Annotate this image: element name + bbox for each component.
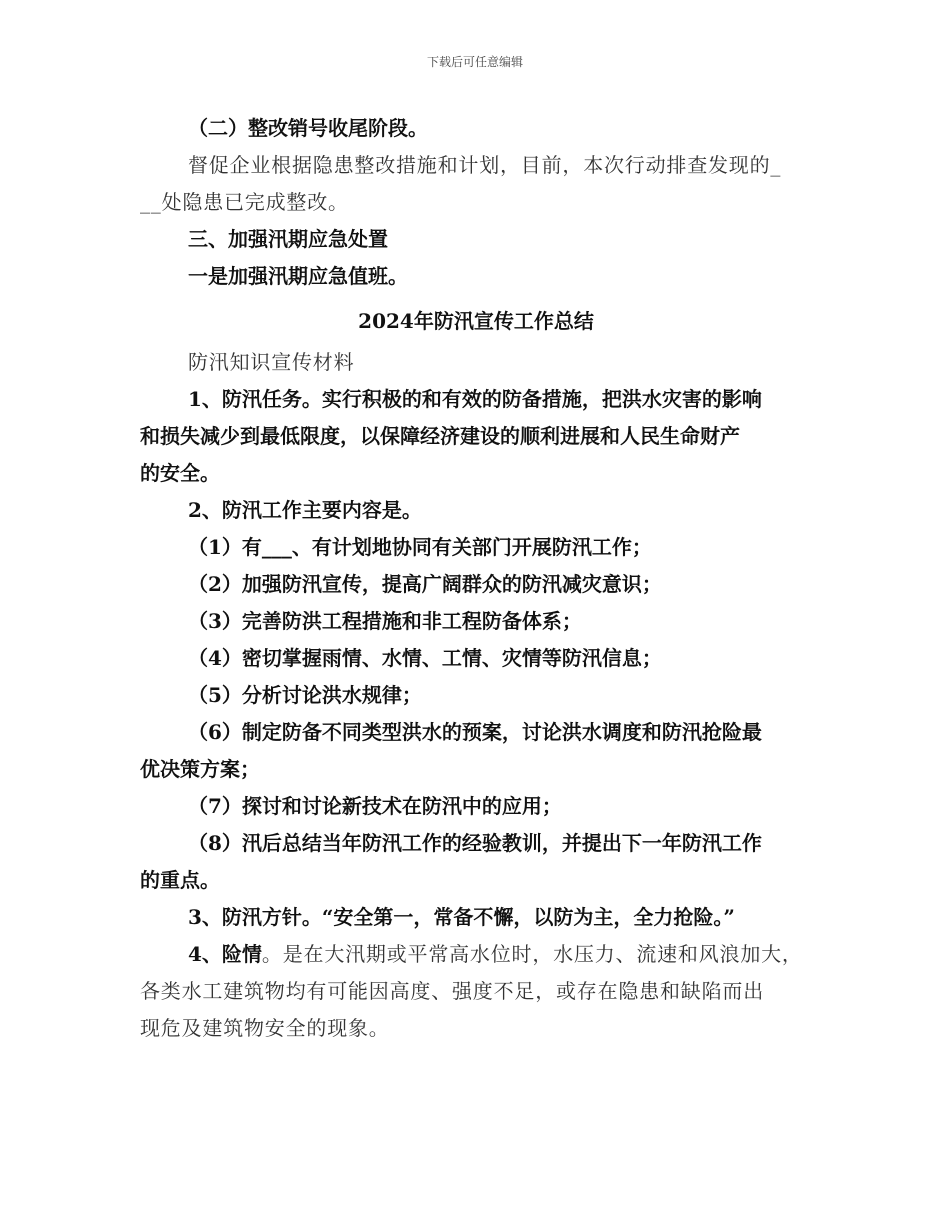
list-item-5: （5）分析讨论洪水规律； (188, 683, 422, 707)
paragraph-rectification-line2: __处隐患已完成整改。 (140, 190, 349, 214)
list-item-2: （2）加强防汛宣传，提高广阔群众的防汛减灾意识； (188, 572, 662, 596)
paragraph-danger-line2: 各类水工建筑物均有可能因高度、强度不足，或存在隐患和缺陷而出 (140, 979, 764, 1003)
paragraph-policy: 3、防汛方针。“安全第一，常备不懈，以防为主，全力抢险。” (188, 905, 735, 929)
list-item-8-line2: 的重点。 (140, 868, 220, 892)
paragraph-main-content: 2、防汛工作主要内容是。 (188, 498, 422, 522)
paragraph-task-line1: 1、防汛任务。实行积极的和有效的防备措施，把洪水灾害的影响 (188, 387, 762, 411)
document-title: 2024年防汛宣传工作总结 (358, 309, 594, 333)
list-item-3: （3）完善防洪工程措施和非工程防备体系； (188, 609, 582, 633)
document-body (140, 110, 812, 1047)
page-header: 下载后可任意编辑 (426, 55, 523, 69)
paragraph-task-line3: 的安全。 (140, 461, 220, 485)
list-item-4: （4）密切掌握雨情、水情、工情、灾情等防汛信息； (188, 646, 662, 670)
list-item-7: （7）探讨和讨论新技术在防汛中的应用； (188, 794, 562, 818)
list-item-8-line1: （8）汛后总结当年防汛工作的经验教训，并提出下一年防汛工作 (188, 831, 762, 855)
list-item-6-line2: 优决策方案； (140, 757, 260, 781)
list-item-1: （1）有___、有计划地协同有关部门开展防汛工作； (188, 535, 652, 559)
paragraph-materials: 防汛知识宣传材料 (188, 350, 355, 374)
paragraph-duty: 一是加强汛期应急值班。 (188, 264, 408, 288)
paragraph-rectification-line1: 督促企业根据隐患整改措施和计划，目前，本次行动排查发现的_ (188, 153, 782, 177)
paragraph-danger-line3: 现危及建筑物安全的现象。 (140, 1016, 390, 1040)
section-heading-emergency: 三、加强汛期应急处置 (188, 227, 388, 251)
danger-definition: 。是在大汛期或平常高水位时，水压力、流速和风浪加大， (261, 942, 803, 966)
paragraph-task-line2: 和损失减少到最低限度，以保障经济建设的顺利进展和人民生命财产 (140, 424, 740, 448)
list-item-6-line1: （6）制定防备不同类型洪水的预案，讨论洪水调度和防汛抢险最 (188, 720, 762, 744)
paragraph-danger-line1 (140, 936, 812, 973)
danger-term: 4、险情 (188, 942, 262, 966)
section-heading-rectification: （二）整改销号收尾阶段。 (188, 116, 428, 140)
